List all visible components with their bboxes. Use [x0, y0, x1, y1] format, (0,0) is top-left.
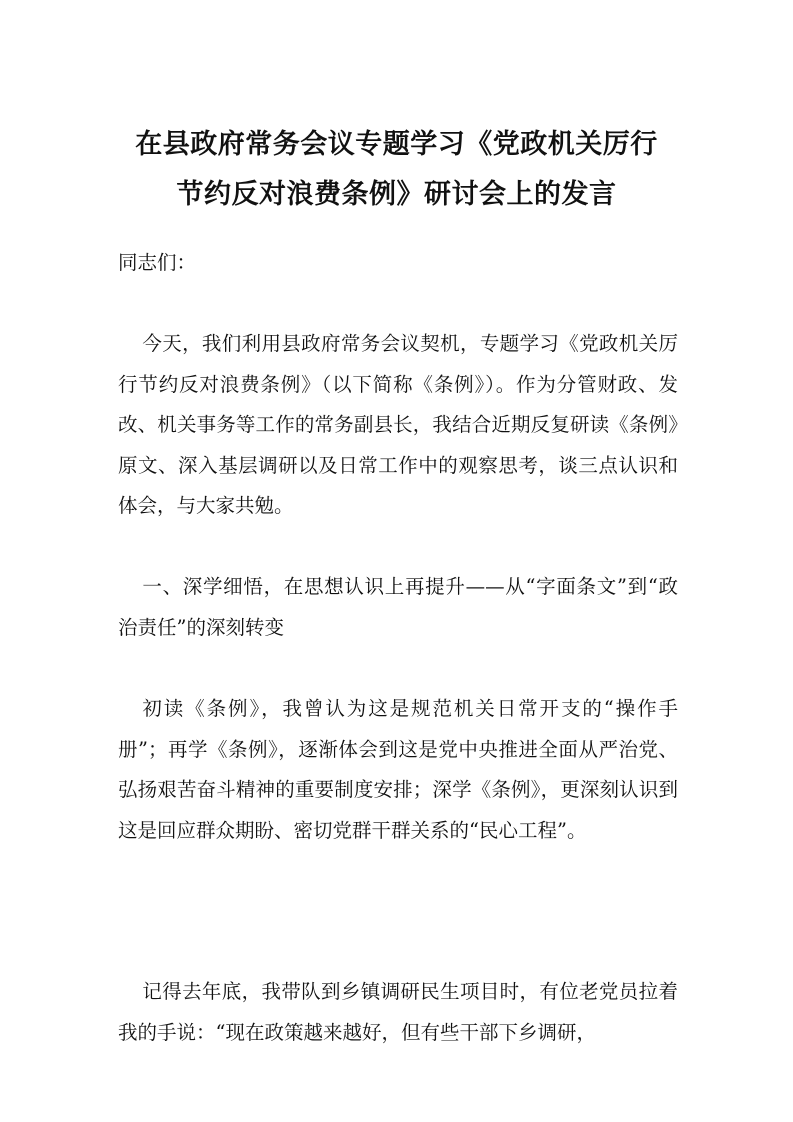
- greeting: 同志们：: [118, 251, 197, 274]
- paragraph-anecdote: 记得去年底，我带队到乡镇调研民生项目时，有位老党员拉着我的手说：“现在政策越来越好，但有些干部下乡调研，: [118, 980, 678, 1044]
- section-heading-1: 一、深学细悟，在思想认识上再提升——从“字面条文”到“政治责任”的深刻转变: [118, 575, 678, 639]
- document-title: [100, 120, 693, 220]
- title-line-2: 节约反对浪费条例》研讨会上的发言: [176, 179, 617, 210]
- title-line-1: 在县政府常务会议专题学习《党政机关厉行: [135, 129, 658, 160]
- paragraph-intro: 今天，我们利用县政府常务会议契机，专题学习《党政机关厉行节约反对浪费条例》（以下简称《条例》）。作为分管财政、发改、机关事务等工作的常务副县长，我结合近期反复研读《条例》原文、深入基层调研以及日常工作中的观察思考，谈三点认识和体会，与大家共勉。: [118, 332, 678, 517]
- paragraph-section-1: 初读《条例》，我曾认为这是规范机关日常开支的“操作手册”；再学《条例》，逐渐体会到这是党中央推进全面从严治党、弘扬艰苦奋斗精神的重要制度安排；深学《条例》，更深刻认识到这是回应群众期盼、密切党群干群关系的“民心工程”。: [118, 697, 678, 842]
